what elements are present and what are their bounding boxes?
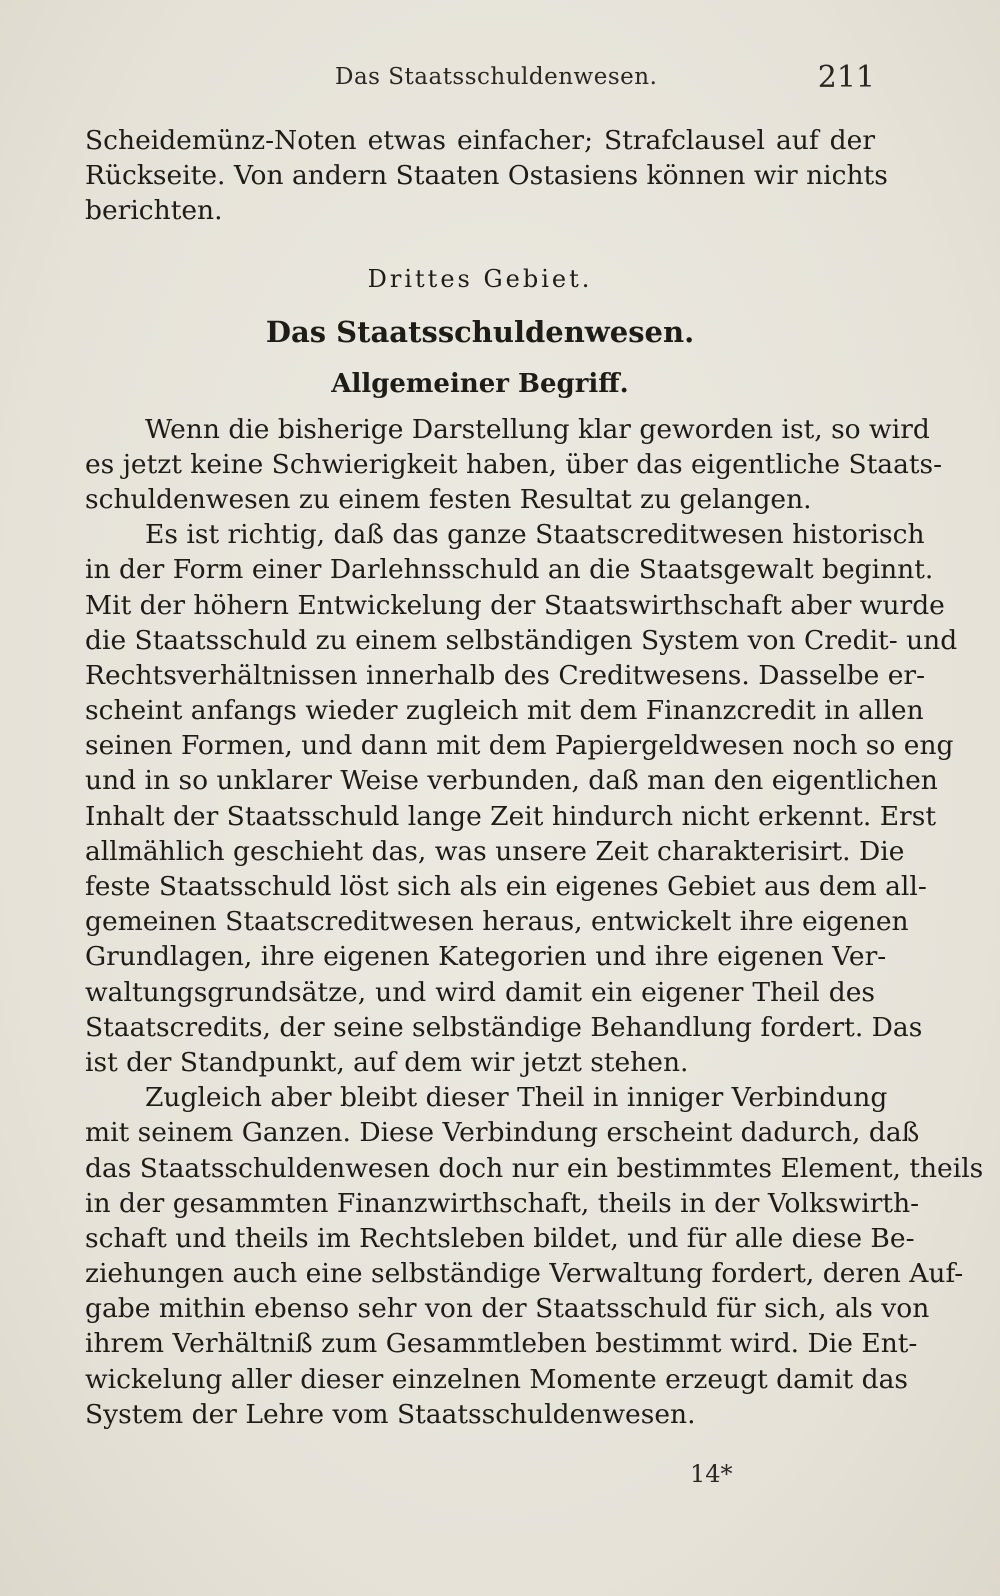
text-line: die Staatsschuld zu einem selbständigen System von Credit- und [85, 624, 958, 656]
text-line: in der gesammten Finanzwirthschaft, theils in der Volkswirth- [85, 1187, 920, 1219]
text-line: seinen Formen, und dann mit dem Papiergeldwesen noch so eng [85, 730, 954, 762]
text-line: gabe mithin ebenso sehr von der Staatsschuld für sich, als von [85, 1293, 930, 1325]
text-line: schaft und theils im Rechtsleben bildet, und für alle diese Be- [85, 1222, 915, 1254]
page-number: 211 [817, 60, 875, 95]
text-line: Inhalt der Staatsschuld lange Zeit hindurch nicht erkennt. Erst [85, 800, 936, 832]
text-line: System der Lehre vom Staatsschuldenwesen. [85, 1398, 696, 1430]
text-line: ziehungen auch eine selbständige Verwaltung fordert, deren Auf- [85, 1258, 964, 1290]
text-line: waltungsgrundsätze, und wird damit ein eigener Theil des [85, 976, 875, 1008]
text-line: Staatscredits, der seine selbständige Behandlung fordert. Das [85, 1011, 923, 1043]
text-line: es jetzt keine Schwierigkeit haben, über das eigentliche Staats- [85, 448, 943, 480]
text-line: Grundlagen, ihre eigenen Kategorien und ihre eigenen Ver- [85, 941, 887, 973]
text-line: berichten. [85, 195, 223, 227]
text-line: mit seinem Ganzen. Diese Verbindung erscheint dadurch, daß [85, 1117, 920, 1149]
text-line: gemeinen Staatscreditwesen heraus, entwickelt ihre eigenen [85, 906, 909, 938]
text-line: scheint anfangs wieder zugleich mit dem Finanzcredit in allen [85, 695, 924, 727]
text-line: Scheidemünz-Noten etwas einfacher; Strafclausel auf der [85, 125, 875, 156]
running-head: Das Staatsschuldenwesen. [335, 64, 658, 90]
text-line: wickelung aller dieser einzelnen Momente erzeugt damit das [85, 1363, 908, 1395]
text-line: Mit der höhern Entwickelung der Staatswirthschaft aber wurde [85, 589, 945, 621]
text-line: ist der Standpunkt, auf dem wir jetzt stehen. [85, 1046, 689, 1078]
text-line: Rechtsverhältnissen innerhalb des Creditwesens. Dasselbe er- [85, 659, 926, 691]
text-line: und in so unklarer Weise verbunden, daß man den eigentlichen [85, 765, 938, 797]
text-line: das Staatsschuldenwesen doch nur ein bestimmtes Element, theils [85, 1152, 984, 1184]
section-subtitle: Allgemeiner Begriff. [331, 368, 629, 399]
text-line: Zugleich aber bleibt dieser Theil in inniger Verbindung [145, 1082, 888, 1114]
text-line: Wenn die bisherige Darstellung klar geworden ist, so wird [145, 413, 930, 445]
section-title: Das Staatsschuldenwesen. [265, 314, 695, 349]
signature-mark: 14* [690, 1460, 733, 1488]
paragraph-1 [85, 412, 943, 518]
page-header [85, 60, 875, 100]
section-label: Drittes Gebiet. [367, 264, 593, 293]
paragraph-3 [85, 1080, 984, 1432]
text-line: feste Staatsschuld löst sich als ein eigenes Gebiet aus dem all- [85, 871, 927, 902]
page-body [85, 123, 984, 1432]
text-line: Es ist richtig, daß das ganze Staatscreditwesen historisch [145, 519, 925, 551]
text-line: allmählich geschieht das, was unsere Zeit charakterisirt. Die [85, 835, 905, 867]
text-line: in der Form einer Darlehnsschuld an die Staatsgewalt beginnt. [85, 554, 934, 586]
text-line: Rückseite. Von andern Staaten Ostasiens können wir nichts [85, 160, 888, 192]
text-line: schuldenwesen zu einem festen Resultat zu gelangen. [85, 483, 812, 515]
text-line: ihrem Verhältniß zum Gesammtleben bestimmt wird. Die Ent- [85, 1328, 918, 1360]
carryover-paragraph [85, 123, 888, 229]
paragraph-2 [85, 517, 958, 1080]
